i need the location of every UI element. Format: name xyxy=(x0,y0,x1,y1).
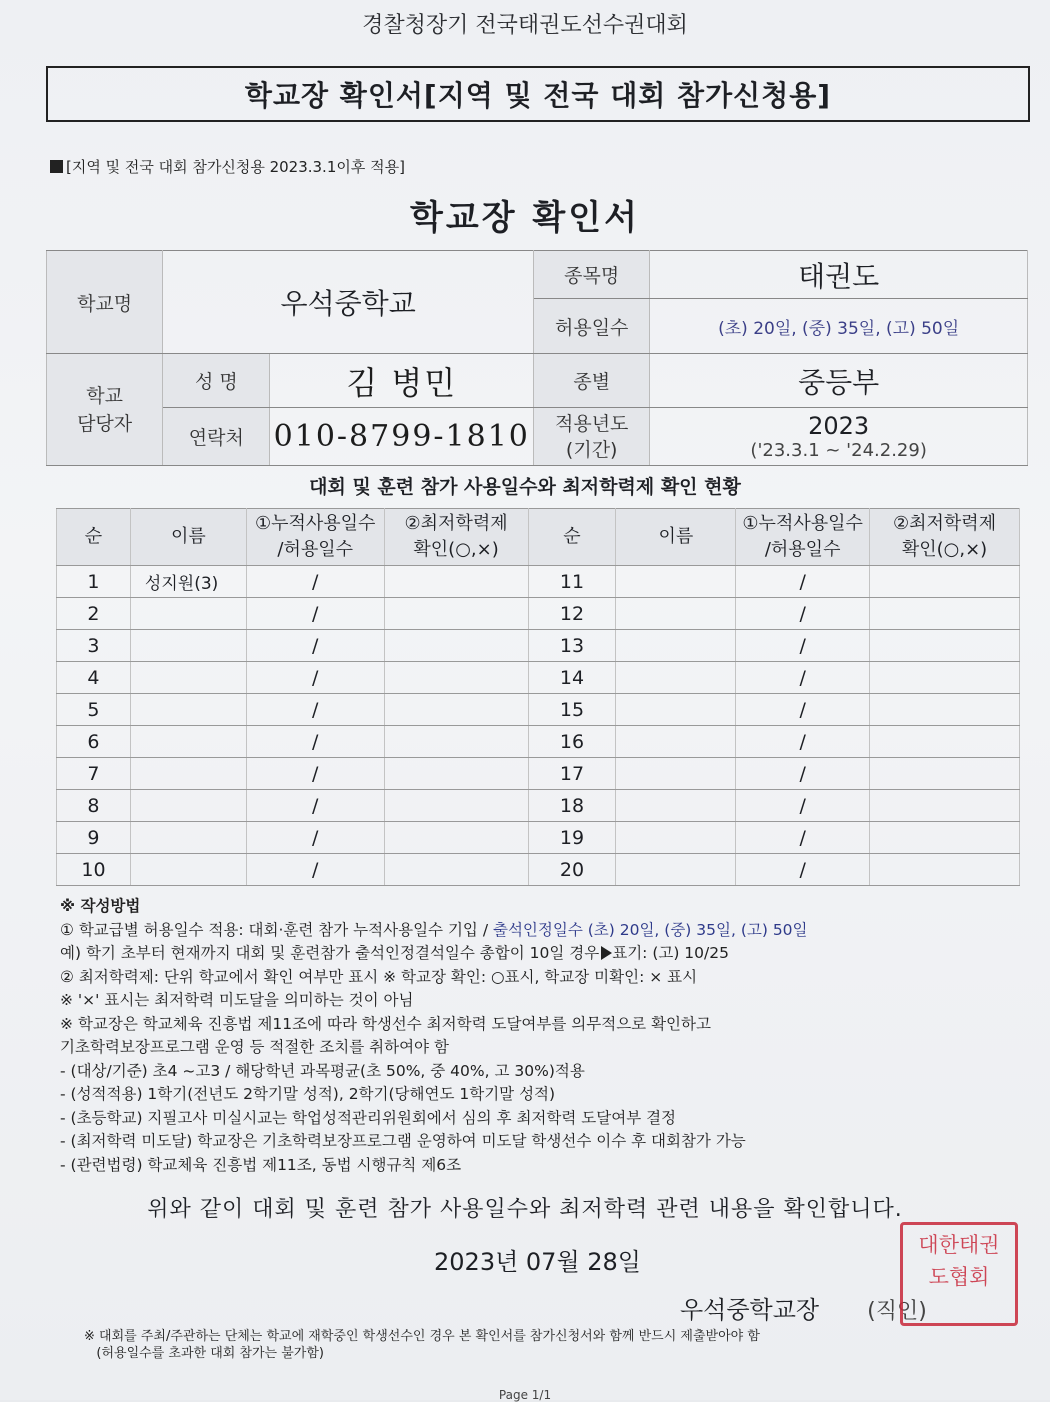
used-days: / xyxy=(736,726,870,758)
min-academic-check xyxy=(384,566,528,598)
contact-person-label: 학교 담당자 xyxy=(47,354,163,466)
row-number: 18 xyxy=(528,790,616,822)
player-name xyxy=(130,758,246,790)
player-name xyxy=(130,598,246,630)
application-notice xyxy=(50,156,405,177)
note-line: 기초학력보장프로그램 운영 등 적절한 조치를 취하여야 함 xyxy=(60,1038,449,1056)
used-days: / xyxy=(246,598,384,630)
row-number: 15 xyxy=(528,694,616,726)
school-name-value: 우석중학교 xyxy=(163,251,534,354)
confirmation-statement: 위와 같이 대회 및 훈련 참가 사용일수와 최저학력 관련 내용을 확인합니다. xyxy=(147,1197,903,1222)
min-academic-check xyxy=(870,758,1020,790)
row-number: 1 xyxy=(57,566,131,598)
arrow-right-icon xyxy=(601,946,612,960)
player-name xyxy=(616,790,736,822)
note-text: 예) 학기 초부터 현재까지 대회 및 훈련참가 출석인정결석일수 총합이 10일 경우 xyxy=(60,944,600,962)
note-line xyxy=(60,942,1020,966)
roster-section-title: 대회 및 훈련 참가 사용일수와 최저학력제 확인 현황 xyxy=(309,476,741,498)
row-number: 19 xyxy=(528,822,616,854)
player-name xyxy=(130,694,246,726)
min-academic-check xyxy=(870,694,1020,726)
used-days: / xyxy=(736,566,870,598)
principal-title: 우석중학교장 xyxy=(680,1296,820,1324)
official-seal-stamp xyxy=(900,1222,1018,1326)
min-academic-check xyxy=(384,790,528,822)
school-info-table xyxy=(46,250,1028,466)
row-number: 9 xyxy=(57,822,131,854)
min-academic-check xyxy=(384,598,528,630)
contact-phone-value: 010-8799-1810 xyxy=(270,408,534,466)
min-academic-check xyxy=(384,662,528,694)
used-days: / xyxy=(246,630,384,662)
roster-body xyxy=(57,566,1020,886)
writing-instructions xyxy=(60,895,1020,1177)
header-no: 순 xyxy=(528,509,616,566)
player-name xyxy=(616,726,736,758)
principal-signature xyxy=(680,1290,927,1325)
note-handwritten-text: 출석인정일수 (초) 20일, (중) 35일, (고) 50일 xyxy=(492,920,808,939)
division-value: 중등부 xyxy=(650,354,1028,408)
row-number: 13 xyxy=(528,630,616,662)
player-name xyxy=(130,726,246,758)
min-academic-check xyxy=(384,758,528,790)
player-name xyxy=(130,790,246,822)
row-number: 8 xyxy=(57,790,131,822)
row-number: 20 xyxy=(528,854,616,886)
player-name xyxy=(616,854,736,886)
row-number: 3 xyxy=(57,630,131,662)
row-number: 5 xyxy=(57,694,131,726)
player-name xyxy=(616,822,736,854)
table-row xyxy=(57,726,1020,758)
participation-roster-table xyxy=(56,508,1020,886)
used-days: / xyxy=(246,822,384,854)
row-number: 12 xyxy=(528,598,616,630)
player-name xyxy=(130,630,246,662)
player-name xyxy=(130,662,246,694)
header-days: ①누적사용일수 /허용일수 xyxy=(246,509,384,566)
row-number: 14 xyxy=(528,662,616,694)
used-days: / xyxy=(246,566,384,598)
boxed-document-title: 학교장 확인서[지역 및 전국 대회 참가신청용] xyxy=(46,66,1030,122)
footnote-line: ※ 대회를 주최/주관하는 단체는 학교에 재학중인 학생선수인 경우 본 확인서를 참가신청서와 함께 반드시 제출받아야 함 xyxy=(84,1329,760,1344)
used-days: / xyxy=(736,758,870,790)
square-bullet-icon xyxy=(50,160,63,173)
used-days: / xyxy=(736,854,870,886)
table-row xyxy=(57,662,1020,694)
table-row xyxy=(57,854,1020,886)
player-name xyxy=(130,854,246,886)
used-days: / xyxy=(736,662,870,694)
header-check: ②최저학력제 확인(○,×) xyxy=(384,509,528,566)
min-academic-check xyxy=(870,630,1020,662)
division-label: 종별 xyxy=(534,354,650,408)
min-academic-check xyxy=(870,566,1020,598)
school-name-label: 학교명 xyxy=(47,251,163,354)
tournament-title: 경찰청장기 전국태권도선수권대회 xyxy=(362,13,688,38)
player-name xyxy=(616,630,736,662)
event-label: 종목명 xyxy=(534,251,650,299)
row-number: 16 xyxy=(528,726,616,758)
used-days: / xyxy=(246,694,384,726)
used-days: / xyxy=(246,758,384,790)
page-number: Page 1/1 xyxy=(498,1388,552,1402)
footnote-line: (허용일수를 초과한 대회 참가는 불가함) xyxy=(84,1346,324,1361)
event-value: 태권도 xyxy=(650,251,1028,299)
allowed-days-value: (초) 20일, (중) 35일, (고) 50일 xyxy=(650,299,1028,354)
note-line: - (관련법령) 학교체육 진흥법 제11조, 동법 시행규칙 제6조 xyxy=(60,1155,462,1174)
form-title: 학교장 확인서 xyxy=(410,198,640,238)
table-row xyxy=(57,822,1020,854)
year-value: 2023 xyxy=(808,412,870,440)
notes-heading: ※ 작성방법 xyxy=(60,897,141,915)
table-row xyxy=(57,630,1020,662)
min-academic-check xyxy=(870,598,1020,630)
header-name: 이름 xyxy=(130,509,246,566)
used-days: / xyxy=(246,790,384,822)
row-number: 2 xyxy=(57,598,131,630)
note-line xyxy=(60,919,1020,943)
used-days: / xyxy=(246,662,384,694)
min-academic-check xyxy=(384,630,528,662)
table-row xyxy=(57,566,1020,598)
player-name: 성지원(3) xyxy=(130,566,246,598)
header-no: 순 xyxy=(57,509,131,566)
player-name xyxy=(616,694,736,726)
phone-label: 연락처 xyxy=(163,408,270,466)
note-text: ① 학교급별 허용일수 적용: 대회·훈련 참가 누적사용일수 기입 / xyxy=(60,920,493,939)
name-label: 성 명 xyxy=(163,354,270,408)
used-days: / xyxy=(736,694,870,726)
player-name xyxy=(616,566,736,598)
used-days: / xyxy=(246,854,384,886)
row-number: 17 xyxy=(528,758,616,790)
min-academic-check xyxy=(384,694,528,726)
row-number: 7 xyxy=(57,758,131,790)
row-number: 10 xyxy=(57,854,131,886)
year-cell xyxy=(650,408,1028,466)
used-days: / xyxy=(736,822,870,854)
allowed-days-label: 허용일수 xyxy=(534,299,650,354)
player-name xyxy=(130,822,246,854)
note-line: - (초등학교) 지필고사 미실시교는 학업성적관리위원회에서 심의 후 최저학력 도달여부 결정 xyxy=(60,1108,677,1127)
min-academic-check xyxy=(384,726,528,758)
table-row xyxy=(57,598,1020,630)
stamp-text: 대한태권도협회 xyxy=(918,1233,1000,1289)
table-row xyxy=(57,694,1020,726)
header-check: ②최저학력제 확인(○,×) xyxy=(870,509,1020,566)
row-number: 4 xyxy=(57,662,131,694)
used-days: / xyxy=(736,790,870,822)
player-name xyxy=(616,758,736,790)
table-row xyxy=(57,790,1020,822)
note-line: - (성적적용) 1학기(전년도 2학기말 성적), 2학기(당해연도 1학기말 성적) xyxy=(60,1085,556,1103)
seal-placeholder: (직인) xyxy=(867,1299,927,1324)
header-days: ①누적사용일수 /허용일수 xyxy=(736,509,870,566)
min-academic-check xyxy=(870,854,1020,886)
contact-name-value: 김 병민 xyxy=(270,354,534,408)
notice-text: [지역 및 전국 대회 참가신청용 2023.3.1이후 적용] xyxy=(66,158,405,176)
header-name: 이름 xyxy=(616,509,736,566)
note-text: 표기: (고) 10/25 xyxy=(612,944,729,962)
used-days: / xyxy=(246,726,384,758)
year-label: 적용년도 (기간) xyxy=(534,408,650,466)
submission-footnote xyxy=(84,1328,1014,1362)
year-period: ('23.3.1 ~ '24.2.29) xyxy=(750,440,927,461)
player-name xyxy=(616,662,736,694)
min-academic-check xyxy=(870,662,1020,694)
row-number: 11 xyxy=(528,566,616,598)
table-row xyxy=(57,758,1020,790)
note-line: ※ 학교장은 학교체육 진흥법 제11조에 따라 학생선수 최저학력 도달여부를 의무적으로 확인하고 xyxy=(60,1014,711,1033)
min-academic-check xyxy=(870,790,1020,822)
note-line: - (최저학력 미도달) 학교장은 기초학력보장프로그램 운영하여 미도달 학생선수 이수 후 대회참가 가능 xyxy=(60,1132,746,1150)
note-line: - (대상/기준) 초4 ~고3 / 해당학년 과목평균(초 50%, 중 40%, 고 30%)적용 xyxy=(60,1061,585,1080)
used-days: / xyxy=(736,630,870,662)
min-academic-check xyxy=(870,822,1020,854)
row-number: 6 xyxy=(57,726,131,758)
note-line: ※ '×' 표시는 최저학력 미도달을 의미하는 것이 아님 xyxy=(60,991,414,1009)
issue-date: 2023년 07월 28일 xyxy=(434,1248,641,1276)
player-name xyxy=(616,598,736,630)
min-academic-check xyxy=(870,726,1020,758)
min-academic-check xyxy=(384,822,528,854)
note-line: ② 최저학력제: 단위 학교에서 확인 여부만 표시 ※ 학교장 확인: ○표시, 학교장 미확인: × 표시 xyxy=(60,967,698,986)
used-days: / xyxy=(736,598,870,630)
min-academic-check xyxy=(384,854,528,886)
